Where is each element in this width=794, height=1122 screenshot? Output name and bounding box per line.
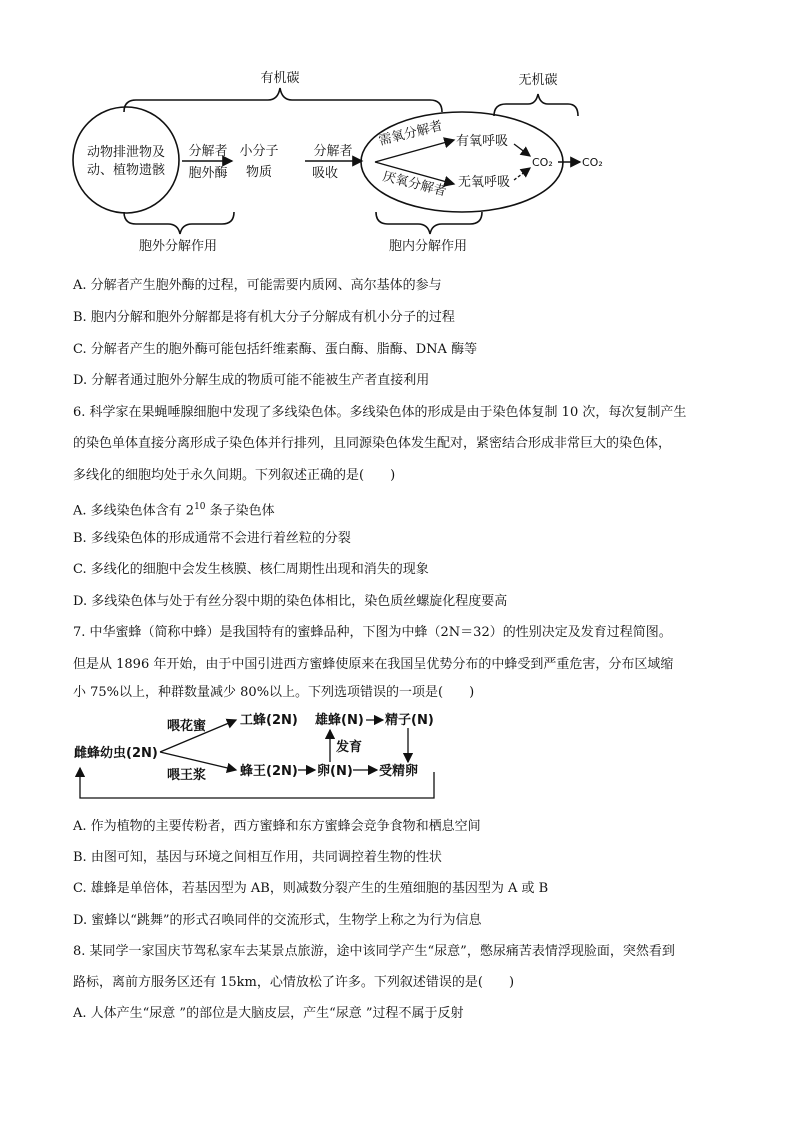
decomposer-label-1: 分解者: [188, 144, 228, 159]
co2-inside-label: CO₂: [532, 156, 553, 169]
feed-jelly-label: 喂王浆: [167, 768, 207, 783]
larva-label: 雌蜂幼虫(2N): [74, 746, 158, 761]
circle-text-2: 动、植物遗骸: [86, 163, 166, 178]
q7-option-c: C. 雄蜂是单倍体，若基因型为 AB，则减数分裂产生的生殖细胞的基因型为 A 或 B: [73, 881, 549, 896]
q6-stem-2: 的染色单体直接分离形成子染色体并行排列，且同源染色体发生配对，紧密结合形成非常巨大的染色体，: [73, 436, 672, 451]
q8-stem-1: 8. 某同学一家国庆节驾私家车去某景点旅游，途中该同学产生“尿意”，憋尿痛苦表情浮现脸面，突然看到: [73, 944, 675, 959]
absorb-label: 吸收: [311, 166, 339, 181]
arrow-aerobic-co2: [514, 144, 530, 156]
q7-option-d: D. 蜜蜂以“跳舞”的形式召唤同伴的交流形式，生物学上称之为行为信息: [73, 913, 482, 928]
fertilized-egg-label: 受精卵: [379, 764, 419, 779]
q7-stem-3: 小 75%以上，种群数量减少 80%以上。下列选项错误的一项是( ): [73, 685, 475, 700]
inorganic-carbon-brace: [494, 94, 578, 116]
develop-label: 发育: [336, 740, 363, 755]
organic-carbon-brace: [124, 88, 442, 112]
egg-label: 卵(N): [317, 764, 353, 779]
aerobic-decomposer-label: 需氧分解者: [377, 118, 445, 149]
intracellular-label: 胞内分解作用: [388, 239, 468, 254]
q7-option-a: A. 作为植物的主要传粉者，西方蜜蜂和东方蜜蜂会竞争食物和栖息空间: [73, 819, 481, 834]
arrow-anaerobic-co2: [514, 168, 530, 180]
circle-text-1: 动物排泄物及: [86, 145, 166, 160]
q6-option-b: B. 多线染色体的形成通常不会进行着丝粒的分裂: [73, 531, 351, 546]
q6-option-a-text-end: 条子染色体: [205, 503, 275, 519]
aerobic-respiration-label: 有氧呼吸: [456, 134, 509, 149]
bee-development-diagram: [0, 700, 794, 810]
q5-option-c: C. 分解者产生的胞外酶可能包括纤维素酶、蛋白酶、脂酶、DNA 酶等: [73, 342, 478, 357]
anaerobic-respiration-label: 无氧呼吸: [458, 175, 511, 190]
intracellular-brace: [376, 212, 482, 234]
queen-label: 蜂王(2N): [240, 764, 298, 779]
q5-option-d: D. 分解者通过胞外分解生成的物质可能不能被生产者直接利用: [73, 373, 430, 388]
q7-stem-2: 但是从 1896 年开始，由于中国引进西方蜜蜂使原来在我国呈优势分布的中蜂受到严重危害，分布区域缩: [73, 657, 674, 672]
co2-outside-label: CO₂: [582, 156, 603, 169]
q6-option-d: D. 多线染色体与处于有丝分裂中期的染色体相比，染色质丝螺旋化程度要高: [73, 594, 508, 609]
q5-option-b: B. 胞内分解和胞外分解都是将有机大分子分解成有机小分子的过程: [73, 310, 455, 325]
q6-option-a-exponent: 10: [194, 502, 206, 512]
q6-stem-1: 6. 科学家在果蝇唾腺细胞中发现了多线染色体。多线染色体的形成是由于染色体复制 10 次，每次复制产生: [73, 405, 687, 420]
q7-option-b: B. 由图可知，基因与环境之间相互作用，共同调控着生物的性状: [73, 850, 442, 865]
decomposer-label-2: 分解者: [313, 144, 353, 159]
anaerobic-decomposer-label: 厌氧分解者: [381, 169, 448, 200]
q6-option-a: [73, 498, 733, 520]
inorganic-carbon-label: 无机碳: [518, 73, 558, 88]
extracellular-brace: [124, 212, 234, 234]
small-molecule-text-1: 小分子: [239, 144, 279, 159]
worker-label: 工蜂(2N): [240, 713, 298, 728]
sperm-label: 精子(N): [385, 713, 434, 728]
carbon-decomposition-diagram: [0, 0, 794, 270]
small-molecule-text-2: 物质: [245, 165, 273, 180]
q6-option-a-text: A. 多线染色体含有 2: [73, 503, 195, 519]
q6-option-c: C. 多线化的细胞中会发生核膜、核仁周期性出现和消失的现象: [73, 562, 429, 577]
drone-label: 雄蜂(N): [315, 713, 364, 728]
q5-option-a: A. 分解者产生胞外酶的过程，可能需要内质网、高尔基体的参与: [73, 278, 442, 293]
q8-stem-2: 路标，离前方服务区还有 15km，心情放松了许多。下列叙述错误的是( ): [73, 975, 515, 990]
organic-matter-circle: [73, 107, 179, 213]
q8-option-a: A. 人体产生“尿意 ”的部位是大脑皮层，产生“尿意 ”过程不属于反射: [73, 1006, 464, 1021]
organic-carbon-label: 有机碳: [260, 71, 300, 86]
q7-stem-1: 7. 中华蜜蜂（简称中蜂）是我国特有的蜜蜂品种，下图为中蜂（2N＝32）的性别决定及发育过程简图。: [73, 625, 672, 640]
feed-pollen-label: 喂花蜜: [167, 719, 207, 734]
extracellular-label: 胞外分解作用: [138, 239, 218, 254]
q6-stem-3: 多线化的细胞均处于永久间期。下列叙述正确的是( ): [73, 468, 396, 483]
exoenzyme-label: 胞外酶: [188, 166, 228, 181]
